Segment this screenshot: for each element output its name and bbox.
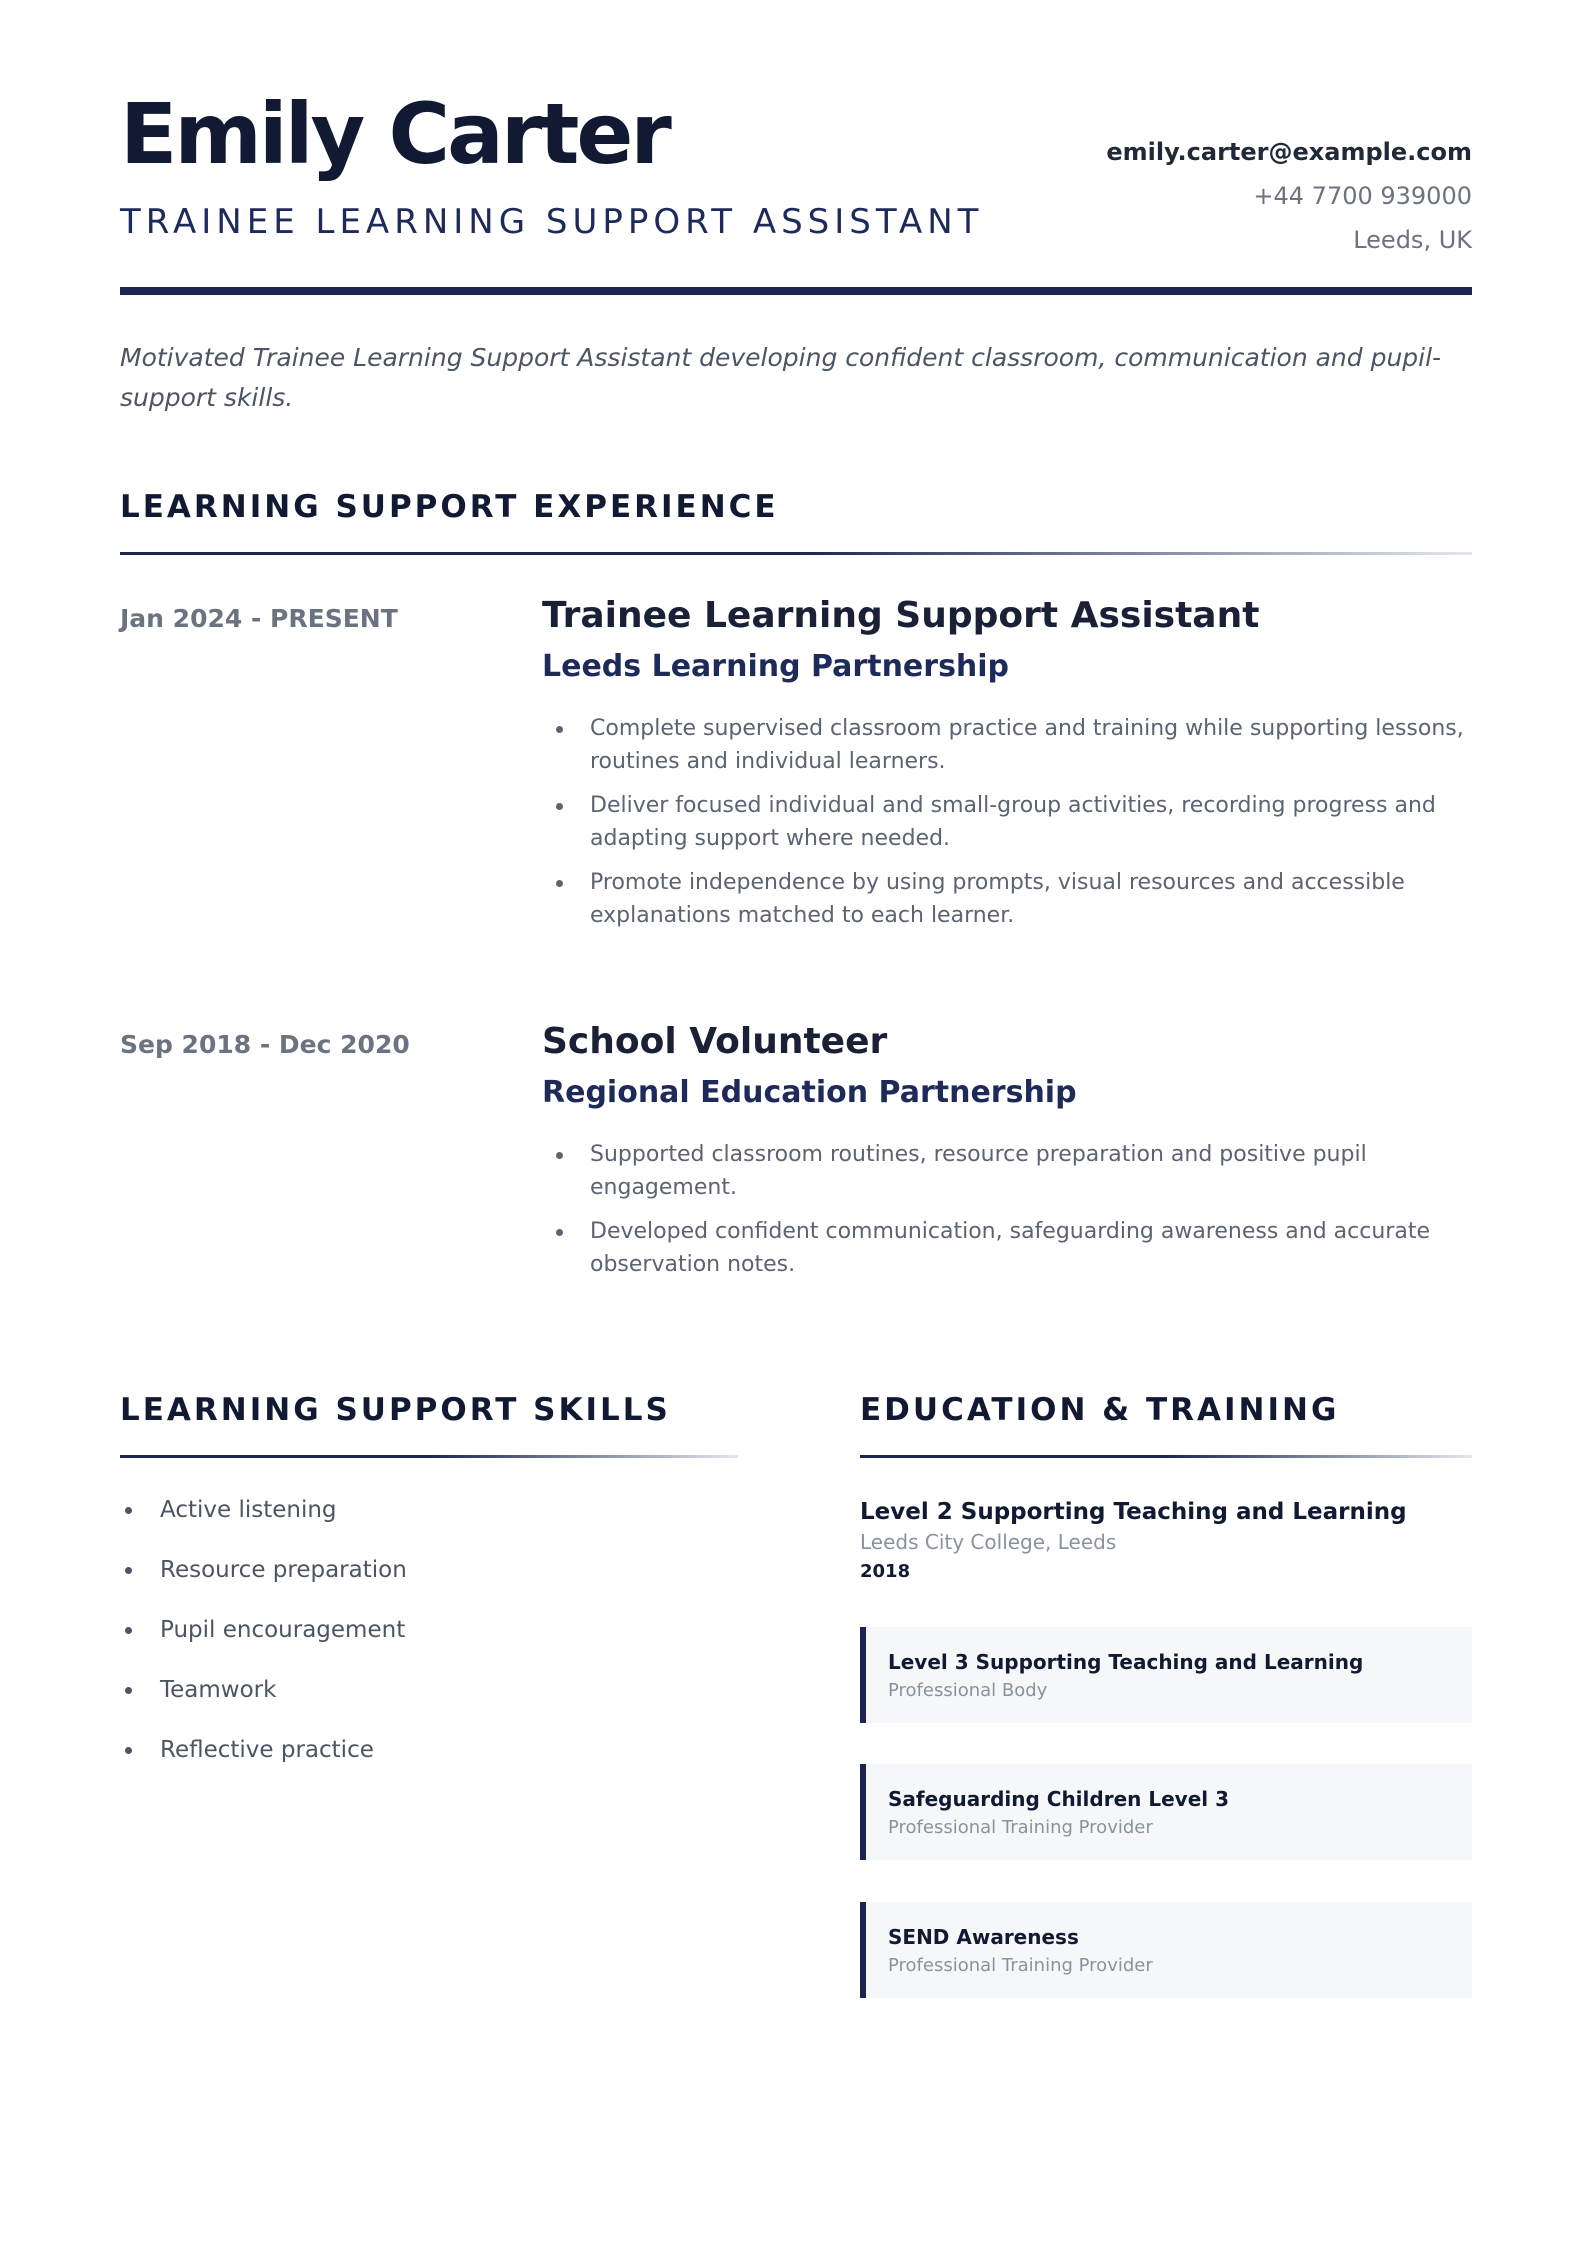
- skill-label: Resource preparation: [160, 1557, 407, 1583]
- job-organisation: Regional Education Partnership: [542, 1075, 1077, 1110]
- responsibility-text: Developed confident communication, safeguarding awareness and accurate observation notes.: [590, 1219, 1430, 1277]
- skill-item: [120, 1552, 407, 1612]
- skill-item: [120, 1492, 407, 1552]
- job-responsibilities: [542, 712, 1472, 932]
- certification-card: [860, 1627, 1472, 1723]
- certification-title: Level 3 Supporting Teaching and Learning: [888, 1650, 1364, 1674]
- education-primary: [860, 1497, 1472, 1587]
- skill-item: [120, 1732, 407, 1792]
- qualification-institution: Leeds City College, Leeds: [860, 1530, 1117, 1554]
- profile-summary: Motivated Trainee Learning Support Assistant developing confident classroom, communication and pupil-support skills.: [120, 343, 1442, 412]
- contact-location: Leeds, UK: [1353, 226, 1472, 254]
- job-dates: Jan 2024 - PRESENT: [120, 604, 398, 633]
- job-details: [542, 595, 1472, 943]
- skill-item: [120, 1672, 407, 1732]
- job-details: [542, 1021, 1472, 1292]
- certification-card: [860, 1764, 1472, 1860]
- bullet-icon: [125, 1747, 132, 1754]
- contact-phone: +44 7700 939000: [1253, 182, 1472, 210]
- bullet-icon: [556, 1229, 563, 1236]
- job-title: School Volunteer: [542, 1021, 888, 1062]
- job-title: Trainee Learning Support Assistant: [542, 595, 1260, 636]
- experience-divider: [120, 552, 1472, 555]
- certification-title: Safeguarding Children Level 3: [888, 1787, 1229, 1811]
- education-heading: EDUCATION & TRAINING: [860, 1392, 1340, 1428]
- responsibility-item: [542, 789, 1472, 855]
- responsibility-text: Supported classroom routines, resource preparation and positive pupil engagement.: [590, 1142, 1367, 1200]
- bullet-icon: [556, 726, 563, 733]
- header-divider: [120, 287, 1472, 295]
- responsibility-item: [542, 1138, 1472, 1204]
- bullet-icon: [125, 1507, 132, 1514]
- skill-label: Active listening: [160, 1497, 337, 1523]
- responsibility-item: [542, 712, 1472, 778]
- experience-heading: LEARNING SUPPORT EXPERIENCE: [120, 489, 779, 525]
- responsibility-text: Complete supervised classroom practice and training while supporting lessons, routines and individual learners.: [590, 716, 1464, 774]
- skill-label: Teamwork: [160, 1677, 277, 1703]
- contact-email[interactable]: emily.carter@example.com: [1106, 138, 1472, 166]
- skills-list: [120, 1492, 407, 1792]
- job-dates: Sep 2018 - Dec 2020: [120, 1030, 410, 1059]
- qualification-year: 2018: [860, 1561, 911, 1582]
- responsibility-text: Promote independence by using prompts, visual resources and accessible explanations matched to each learner.: [590, 870, 1405, 928]
- education-divider: [860, 1455, 1472, 1458]
- bullet-icon: [125, 1567, 132, 1574]
- candidate-name: Emily Carter: [120, 85, 669, 183]
- skills-heading: LEARNING SUPPORT SKILLS: [120, 1392, 671, 1428]
- bullet-icon: [556, 803, 563, 810]
- responsibility-item: [542, 866, 1472, 932]
- job-organisation: Leeds Learning Partnership: [542, 649, 1010, 684]
- contact-block: [1106, 130, 1472, 262]
- skill-label: Pupil encouragement: [160, 1617, 406, 1643]
- skill-label: Reflective practice: [160, 1737, 374, 1763]
- certification-provider: Professional Body: [888, 1680, 1048, 1701]
- responsibility-item: [542, 1215, 1472, 1281]
- bullet-icon: [556, 880, 563, 887]
- certification-title: SEND Awareness: [888, 1925, 1079, 1949]
- skills-divider: [120, 1455, 738, 1458]
- bullet-icon: [556, 1152, 563, 1159]
- skill-item: [120, 1612, 407, 1672]
- responsibility-text: Deliver focused individual and small-group activities, recording progress and adapting support where needed.: [590, 793, 1436, 851]
- bullet-icon: [125, 1687, 132, 1694]
- qualification-title: Level 2 Supporting Teaching and Learning: [860, 1499, 1407, 1525]
- resume-header: [120, 0, 1472, 300]
- bullet-icon: [125, 1627, 132, 1634]
- certification-provider: Professional Training Provider: [888, 1955, 1153, 1976]
- certification-card: [860, 1902, 1472, 1998]
- job-responsibilities: [542, 1138, 1472, 1281]
- candidate-role: TRAINEE LEARNING SUPPORT ASSISTANT: [120, 202, 984, 242]
- certification-provider: Professional Training Provider: [888, 1817, 1153, 1838]
- resume-page: [120, 0, 1472, 2246]
